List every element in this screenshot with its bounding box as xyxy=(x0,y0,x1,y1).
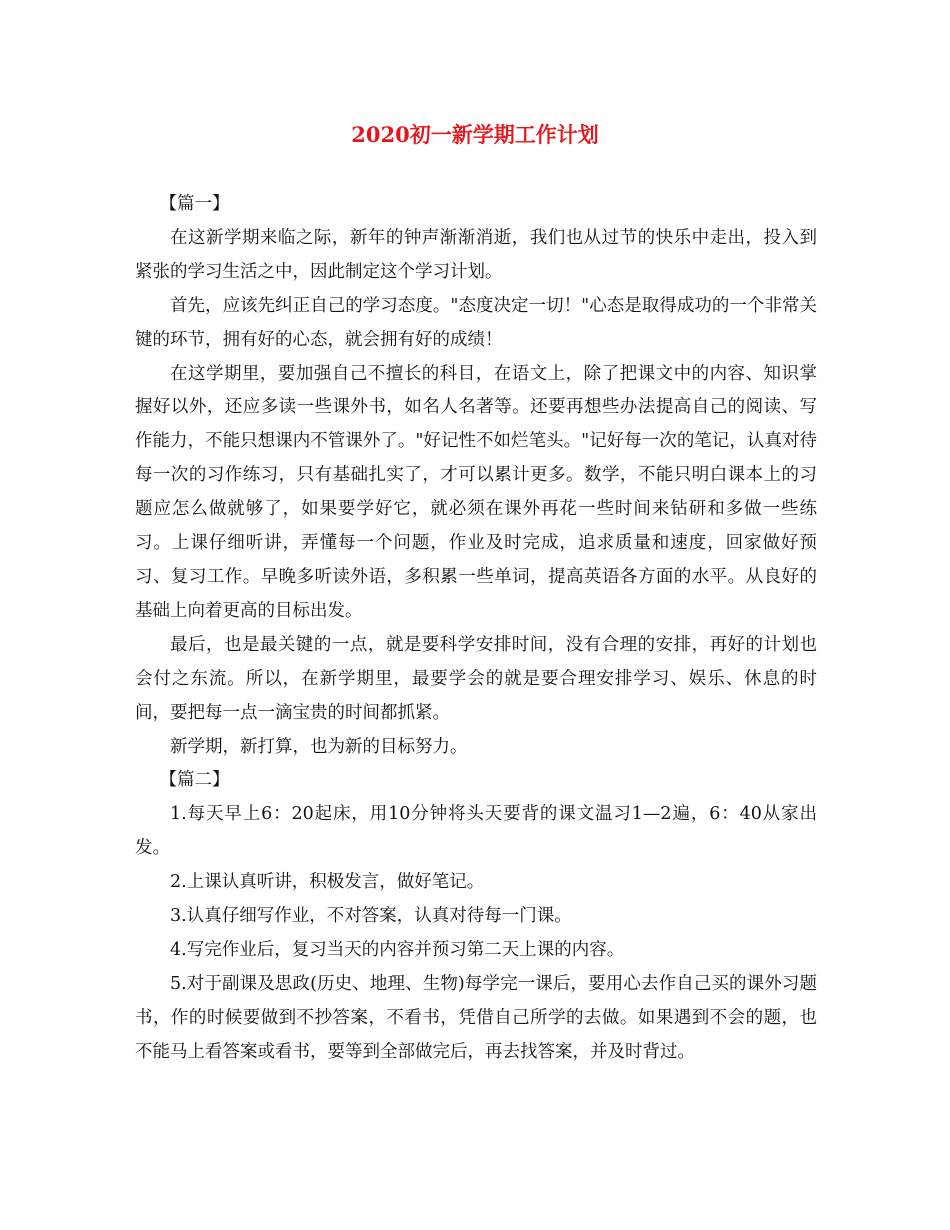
list-item: 3.认真仔细写作业，不对答案，认真对待每一门课。 xyxy=(170,906,572,927)
paragraph: 在这新学期来临之际，新年的钟声渐渐消逝，我们也从过节的快乐中走出，投入到紧张的学习生活之中，因此制定这个学习计划。 xyxy=(135,227,817,282)
paragraph: 在这学期里，要加强自己不擅长的科目，在语文上，除了把课文中的内容、知识掌握好以外，还应多读一些课外书，如名人名著等。还要再想些办法提高自己的阅读、写作能力，不能只想课内不管课外了。"好记性不如烂笔头。"记好每一次的笔记，认真对待每一次的习作练习，只有基础扎实了，才可以累计更多。数学，不能只明白课本上的习题应怎么做就够了，如果要学好它，就必须在课外再花一些时间来钻研和多做一些练习。上课仔细听讲，弄懂每一个问题，作业及时完成，追求质量和速度，回家做好预习、复习工作。早晚多听读外语，多积累一些单词，提高英语各方面的水平。从良好的基础上向着更高的目标出发。 xyxy=(135,363,817,621)
paragraph: 新学期，新打算，也为新的目标努力。 xyxy=(170,736,468,757)
document-body xyxy=(135,188,817,1070)
paragraph: 最后，也是最关键的一点，就是要科学安排时间，没有合理的安排，再好的计划也会付之东流。所以，在新学期里，最要学会的就是要合理安排学习、娱乐、休息的时间，要把每一点一滴宝贵的时间都抓紧。 xyxy=(135,634,817,723)
section-heading-1: 【篇一】 xyxy=(159,194,230,214)
section-heading-2: 【篇二】 xyxy=(159,770,230,791)
list-item: 4.写完作业后，复习当天的内容并预习第二天上课的内容。 xyxy=(170,939,625,960)
paragraph: 首先，应该先纠正自己的学习态度。"态度决定一切！"心态是取得成功的一个非常关键的环节，拥有好的心态，就会拥有好的成绩！ xyxy=(135,295,817,350)
list-item: 5.对于副课及思政(历史、地理、生物)每学完一课后，要用心去作自己买的课外习题书，作的时候要做到不抄答案，不看书，凭借自己所学的去做。如果遇到不会的题，也不能马上看答案或看书，要等到全部做完后，再去找答案，并及时背过。 xyxy=(135,973,817,1062)
list-item: 1.每天早上6：20起床，用10分钟将头天要背的课文温习1—2遍，6：40从家出发。 xyxy=(135,804,817,859)
document-title: 2020初一新学期工作计划 xyxy=(351,122,599,147)
list-item: 2.上课认真听讲，积极发言，做好笔记。 xyxy=(170,872,485,893)
